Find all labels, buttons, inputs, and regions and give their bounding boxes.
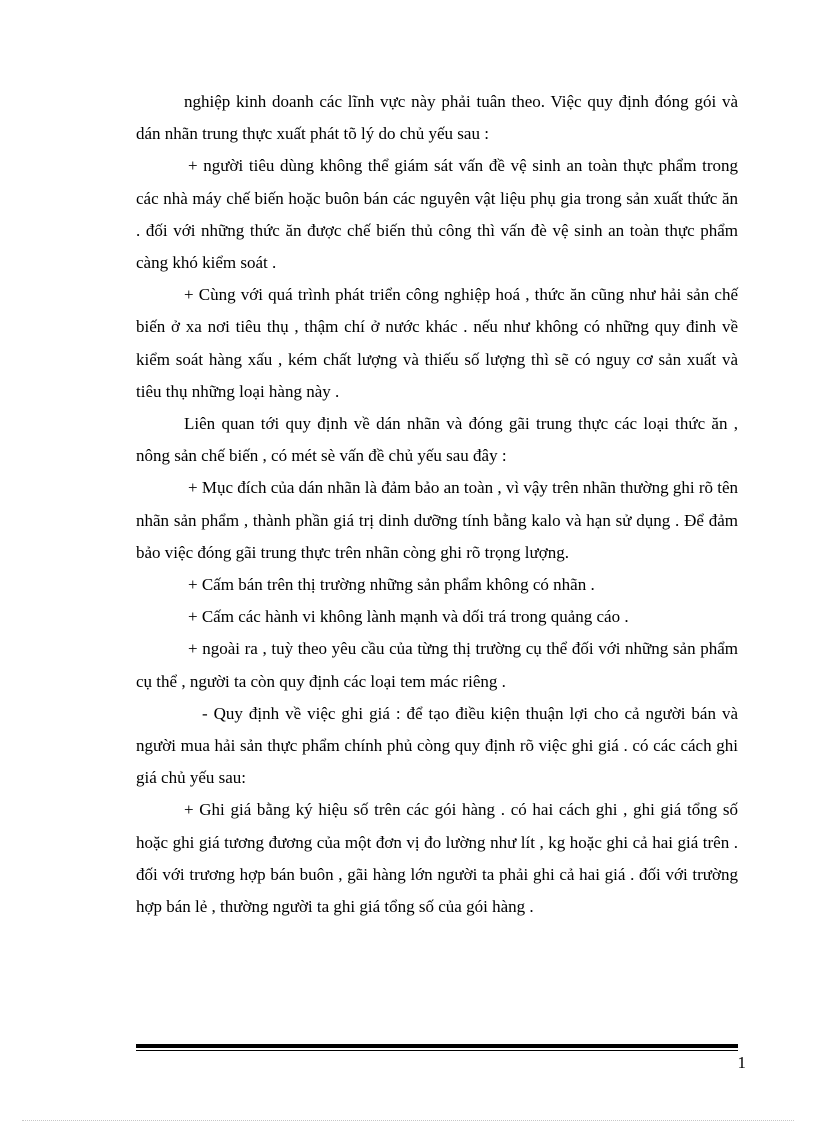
paragraph-7: + Cấm các hành vi không lành mạnh và dối trá trong quảng cáo . — [188, 607, 629, 627]
paragraph-9: - Quy định về việc ghi giá : để tạo điều kiện thuận lợi cho cả người bán và người mua hải sản thực phẩm chính phủ còng quy định rõ việc ghi giá . có các cách ghi giá chủ yếu sau: — [136, 703, 738, 788]
footer-rule-thin — [136, 1050, 738, 1051]
footer-rule-thick — [136, 1044, 738, 1048]
paragraph-1: nghiệp kinh doanh các lĩnh vực này phải tuân theo. Việc quy định đóng gói và dán nhãn trung thực xuất phát tõ lý do chủ yếu sau : — [136, 92, 738, 144]
paragraph-3: + Cùng với quá trình phát triển công nghiệp hoá , thức ăn cũng như hải sản chế biến ở xa nơi tiêu thụ , thậm chí ở nước khác . nếu như không có những quy đinh về kiểm soát hàng xấu , kém chất lượng và thiếu số lượng thì sẽ có nguy cơ sản xuất và tiêu thụ những loại hàng này . — [136, 285, 738, 401]
paragraph-8: + ngoài ra , tuỳ theo yêu cầu của từng thị trường cụ thể đối với những sản phẩm cụ thể , người ta còn quy định các loại tem mác riêng . — [136, 639, 738, 691]
paragraph-2: + người tiêu dùng không thể giám sát vấn đề vệ sinh an toàn thực phẩm trong các nhà máy chế biến hoặc buôn bán các nguyên vật liệu phụ gia trong sản xuất thức ăn . đối với những thức ăn được chế biến thủ công thì vấn đè vệ sinh an toàn thực phẩm càng khó kiểm soát . — [136, 156, 738, 273]
paragraph-10: + Ghi giá bằng ký hiệu số trên các gói hàng . có hai cách ghi , ghi giá tổng số hoặc ghi giá tương đương của một đơn vị đo lường như lít , kg hoặc ghi cả hai giá trên . đối với trương hợp bán buôn , gãi hàng lớn người ta phải ghi cả hai giá . đối với trường hợp bán lẻ , thường người ta ghi giá tổng số của gói hàng . — [136, 800, 738, 917]
paragraph-5: + Mục đích của dán nhãn là đảm bảo an toàn , vì vậy trên nhãn thường ghi rõ tên nhãn sản phẩm , thành phần giá trị dinh dưỡng tính bằng kalo và hạn sử dụng . Để đảm bảo việc đóng gãi trung thực trên nhãn còng ghi rõ trọng lượng. — [136, 478, 738, 562]
paragraph-6: + Cấm bán trên thị trường những sản phẩm không có nhãn . — [188, 575, 595, 595]
page-edge-divider — [22, 1120, 794, 1121]
body-text — [136, 86, 738, 923]
paragraph-4: Liên quan tới quy định về dán nhãn và đóng gãi trung thực các loại thức ăn , nông sản chế biến , có mét sè vấn đề chủ yếu sau đây : — [136, 414, 738, 466]
page-number: 1 — [737, 1053, 746, 1072]
